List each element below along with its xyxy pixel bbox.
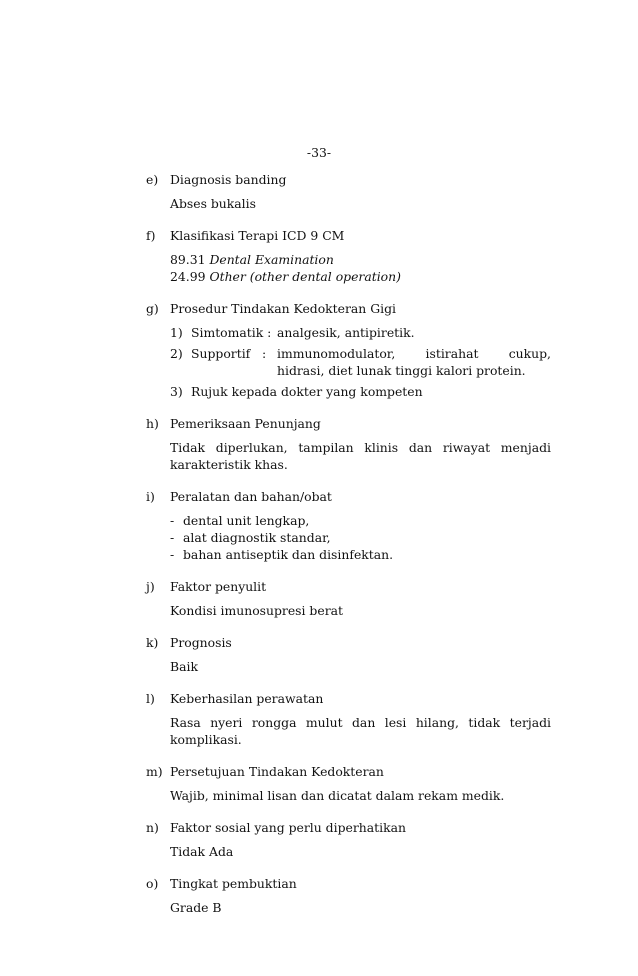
item-number: 3)	[170, 384, 183, 399]
section-body: Abses bukalis	[170, 196, 256, 211]
section-faktor-penyulit	[146, 578, 551, 619]
section-peralatan-bahan	[146, 488, 551, 563]
icd-code: 24.99	[170, 269, 206, 284]
section-body: Grade B	[170, 900, 222, 915]
icd-line	[170, 268, 551, 285]
bullet-dash: -	[170, 513, 175, 528]
item-description: immunomodulator, istirahat cukup,	[277, 346, 551, 361]
page-number: -33-	[306, 145, 332, 160]
section-body: Tidak Ada	[170, 844, 234, 859]
section-title: Peralatan dan bahan/obat	[170, 489, 332, 504]
section-title: Tingkat pembuktian	[170, 876, 297, 891]
list-item	[170, 529, 551, 546]
procedure-item	[170, 324, 551, 341]
section-body: Baik	[170, 659, 198, 674]
section-faktor-sosial	[146, 819, 551, 860]
section-body: Tidak diperlukan, tampilan klinis dan riwayat menjadi karakteristik khas.	[170, 440, 551, 472]
document-content	[146, 171, 551, 931]
section-marker: l)	[146, 691, 155, 706]
item-description-continued: hidrasi, diet lunak tinggi kalori protein.	[277, 363, 526, 378]
section-title: Diagnosis banding	[170, 172, 287, 187]
item-term: Supportif :	[191, 346, 267, 361]
section-prognosis	[146, 634, 551, 675]
section-title: Keberhasilan perawatan	[170, 691, 324, 706]
item-term: Simtomatik :	[191, 325, 272, 340]
list-item-text: dental unit lengkap,	[183, 513, 310, 528]
item-number: 1)	[170, 325, 183, 340]
section-body: Kondisi imunosupresi berat	[170, 603, 343, 618]
section-keberhasilan-perawatan	[146, 690, 551, 748]
section-marker: g)	[146, 301, 159, 316]
section-marker: e)	[146, 172, 159, 187]
section-body: Rasa nyeri rongga mulut dan lesi hilang, tidak terjadi komplikasi.	[170, 715, 551, 747]
section-title: Pemeriksaan Penunjang	[170, 416, 321, 431]
list-item	[170, 546, 551, 563]
item-description: analgesik, antipiretik.	[277, 325, 415, 340]
item-text: Rujuk kepada dokter yang kompeten	[191, 384, 423, 399]
section-tingkat-pembuktian	[146, 875, 551, 916]
bullet-dash: -	[170, 547, 175, 562]
section-body: Wajib, minimal lisan dan dicatat dalam rekam medik.	[170, 788, 505, 803]
list-item	[170, 512, 551, 529]
item-number: 2)	[170, 346, 183, 361]
section-marker: f)	[146, 228, 156, 243]
icd-line	[170, 251, 551, 268]
section-marker: k)	[146, 635, 159, 650]
section-marker: i)	[146, 489, 155, 504]
section-marker: o)	[146, 876, 159, 891]
icd-code: 89.31	[170, 252, 206, 267]
section-marker: n)	[146, 820, 159, 835]
section-title: Faktor penyulit	[170, 579, 267, 594]
section-pemeriksaan-penunjang	[146, 415, 551, 473]
section-title: Prognosis	[170, 635, 232, 650]
section-title: Prosedur Tindakan Kedokteran Gigi	[170, 301, 396, 316]
section-klasifikasi-terapi	[146, 227, 551, 285]
bullet-dash: -	[170, 530, 175, 545]
section-title: Persetujuan Tindakan Kedokteran	[170, 764, 384, 779]
list-item-text: alat diagnostik standar,	[183, 530, 331, 545]
icd-description: Other (other dental operation)	[209, 269, 401, 284]
section-persetujuan-tindakan	[146, 763, 551, 804]
section-title: Faktor sosial yang perlu diperhatikan	[170, 820, 406, 835]
section-marker: m)	[146, 764, 163, 779]
icd-description: Dental Examination	[209, 252, 334, 267]
section-diagnosis-banding	[146, 171, 551, 212]
list-item-text: bahan antiseptik dan disinfektan.	[183, 547, 394, 562]
section-title: Klasifikasi Terapi ICD 9 CM	[170, 228, 345, 243]
section-marker: j)	[146, 579, 155, 594]
section-prosedur-tindakan	[146, 300, 551, 400]
section-marker: h)	[146, 416, 159, 431]
procedure-item	[170, 383, 551, 400]
procedure-item	[170, 345, 551, 379]
